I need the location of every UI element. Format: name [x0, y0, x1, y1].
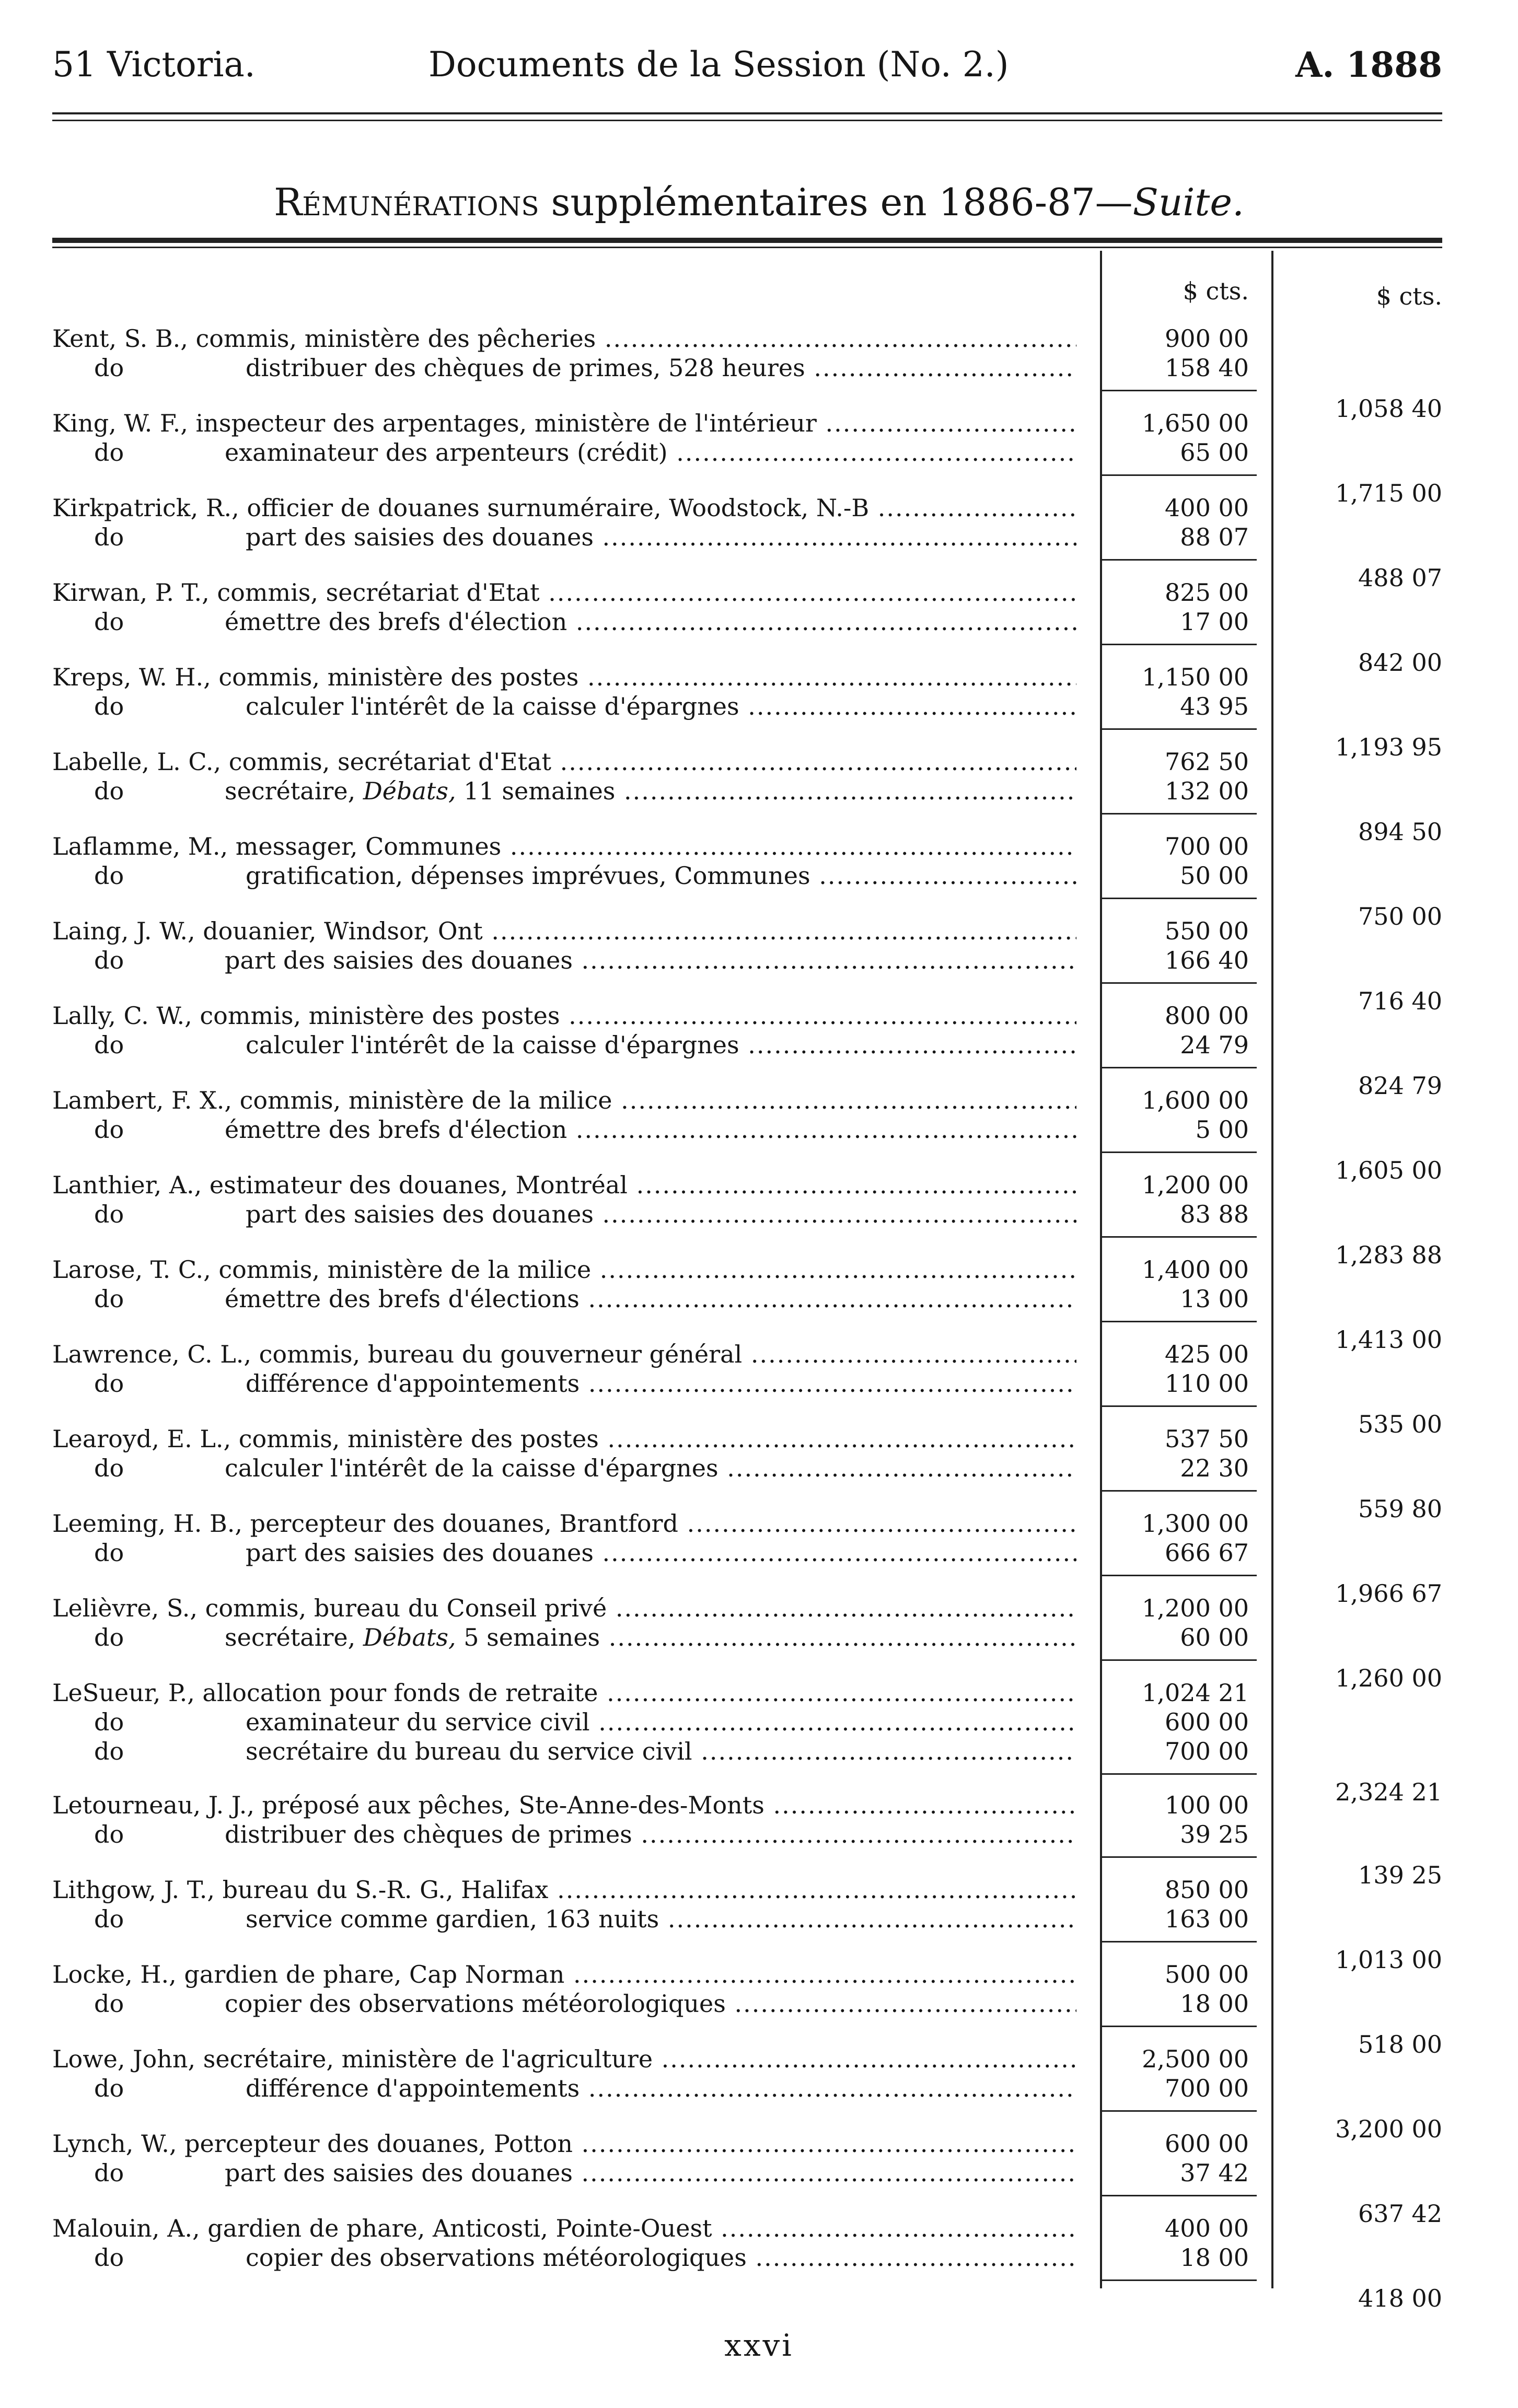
- entry-description: Malouin, A., gardien de phare, Anticosti, Pointe-Ouest: [52, 2214, 712, 2242]
- list-item: [0, 916, 1518, 1015]
- entry-name: [52, 578, 1076, 607]
- entry-name: [52, 1424, 1076, 1453]
- entry-name: [52, 1678, 1076, 1707]
- ditto-mark: do: [94, 1454, 124, 1482]
- amount-value: 500 00: [1165, 1960, 1249, 1988]
- ditto-mark: do: [94, 1200, 124, 1228]
- amount-value: 1,200 00: [1142, 1171, 1249, 1199]
- amount-value: 132 00: [1165, 777, 1249, 805]
- description-text: gratification, dépenses imprévues, Communes: [246, 862, 810, 890]
- entry-detail-line: [0, 2243, 1518, 2272]
- page-title: [0, 180, 1518, 224]
- list-item: [0, 1170, 1518, 1269]
- amount-value: 550 00: [1165, 917, 1249, 945]
- description-text: copier des observations météorologiques: [246, 2243, 747, 2272]
- entry-description: [246, 2074, 1076, 2103]
- entry-total: 1,966 67: [1335, 1579, 1442, 1608]
- amount-value: 158 40: [1165, 354, 1249, 382]
- subtotal-rule: [1100, 1405, 1257, 1407]
- entry-name: [52, 493, 1076, 522]
- entry-detail-line: [0, 1030, 1518, 1060]
- entry-total: 1,605 00: [1335, 1156, 1442, 1184]
- entry-description: [225, 1989, 1076, 2018]
- entry-name-line: [0, 493, 1518, 522]
- entry-description: [246, 1707, 1076, 1737]
- entry-detail-line: [0, 522, 1518, 552]
- ditto-mark: do: [94, 1623, 124, 1651]
- subtotal-rule: [1100, 644, 1257, 645]
- subtotal-rule: [1100, 2279, 1257, 2281]
- entry-name: [52, 1509, 1076, 1538]
- list-item: [0, 1960, 1518, 2058]
- subtotal-rule: [1100, 559, 1257, 561]
- amount-value: 83 88: [1180, 1200, 1249, 1228]
- entry-description: Lithgow, J. T., bureau du S.-R. G., Halifax: [52, 1876, 549, 1904]
- amount-value: 700 00: [1165, 832, 1249, 860]
- amount-value: 60 00: [1180, 1623, 1249, 1651]
- description-text: secrétaire du bureau du service civil: [246, 1737, 692, 1765]
- amount-value: 18 00: [1180, 2243, 1249, 2272]
- description-text: distribuer des chèques de primes, 528 heures: [246, 354, 805, 382]
- entry-detail-line: [0, 2158, 1518, 2188]
- entry-name-line: [0, 2214, 1518, 2243]
- description-text: part des saisies des douanes: [225, 2159, 573, 2187]
- amount-value: 37 42: [1180, 2159, 1249, 2187]
- list-item: [0, 2214, 1518, 2312]
- header-rule-bottom: [52, 120, 1442, 121]
- entry-total: 559 80: [1358, 1495, 1442, 1523]
- amount-value: 110 00: [1165, 1369, 1249, 1398]
- entry-description: [225, 776, 1076, 806]
- entry-name-line: [0, 832, 1518, 861]
- entry-detail-line: [0, 1200, 1518, 1229]
- entry-name-line: [0, 1960, 1518, 1989]
- subtotal-rule: [1100, 1490, 1257, 1492]
- amount-value: 163 00: [1165, 1905, 1249, 1933]
- entry-detail-line: [0, 438, 1518, 467]
- ditto-mark: do: [94, 862, 124, 890]
- entry-total: 1,013 00: [1335, 1946, 1442, 1974]
- entry-detail-line: [0, 2074, 1518, 2103]
- entry-description: Kreps, W. H., commis, ministère des postes: [52, 663, 579, 691]
- description-text: différence d'appointements: [246, 2074, 580, 2102]
- description-text: distribuer des chèques de primes: [225, 1820, 632, 1848]
- entry-description: [225, 1115, 1076, 1144]
- entry-description: [225, 438, 1076, 467]
- entry-total: 750 00: [1358, 902, 1442, 930]
- description-text-suffix: 5 semaines: [463, 1623, 600, 1651]
- entry-name-line: [0, 409, 1518, 438]
- entry-name: [52, 2129, 1076, 2158]
- ditto-mark: do: [94, 1820, 124, 1848]
- description-italic: Débats,: [363, 1623, 456, 1651]
- entry-name-line: [0, 1086, 1518, 1115]
- title-smallcaps: Rémunérations: [274, 180, 539, 224]
- entry-detail-line: [0, 1707, 1518, 1737]
- entry-description: [225, 1820, 1076, 1849]
- list-item: [0, 2044, 1518, 2143]
- entry-name-line: [0, 1678, 1518, 1707]
- entry-description: [246, 353, 1076, 382]
- entry-total: 894 50: [1358, 818, 1442, 846]
- entry-total: 1,413 00: [1335, 1325, 1442, 1354]
- description-text: part des saisies des douanes: [246, 523, 594, 551]
- entry-description: Lambert, F. X., commis, ministère de la milice: [52, 1086, 612, 1114]
- entry-total: 139 25: [1358, 1861, 1442, 1889]
- amount-value: 1,400 00: [1142, 1255, 1249, 1284]
- header-documents: Documents de la Session (No. 2.): [428, 44, 1009, 85]
- entry-description: Locke, H., gardien de phare, Cap Norman: [52, 1960, 565, 1988]
- ditto-mark: do: [94, 354, 124, 382]
- entry-total: 535 00: [1358, 1410, 1442, 1438]
- entry-description: Lawrence, C. L., commis, bureau du gouverneur général: [52, 1340, 743, 1368]
- entry-name: [52, 1875, 1076, 1904]
- list-item: [0, 409, 1518, 507]
- amount-value: 400 00: [1165, 2214, 1249, 2242]
- entry-name-line: [0, 916, 1518, 946]
- entry-description: Labelle, L. C., commis, secrétariat d'Etat: [52, 748, 552, 776]
- entry-total: 418 00: [1358, 2284, 1442, 2312]
- amount-value: 24 79: [1180, 1031, 1249, 1059]
- ditto-mark: do: [94, 1905, 124, 1933]
- list-item: [0, 493, 1518, 592]
- header-year: A. 1888: [1295, 44, 1442, 85]
- amount-value: 600 00: [1165, 1708, 1249, 1736]
- subtotal-rule: [1100, 898, 1257, 899]
- entry-description: Kirkpatrick, R., officier de douanes surnuméraire, Woodstock, N.-B: [52, 494, 870, 522]
- entry-name: [52, 1001, 1076, 1030]
- header-rule-top: [52, 112, 1442, 114]
- amount-value: 1,200 00: [1142, 1594, 1249, 1622]
- entry-name: [52, 2214, 1076, 2243]
- entry-description: Larose, T. C., commis, ministère de la milice: [52, 1255, 592, 1284]
- amount-value: 65 00: [1180, 438, 1249, 467]
- ditto-mark: do: [94, 946, 124, 974]
- subtotal-rule: [1100, 1941, 1257, 1942]
- entry-description: LeSueur, P., allocation pour fonds de retraite: [52, 1679, 598, 1707]
- amount-value: 1,150 00: [1142, 663, 1249, 691]
- amount-value: 22 30: [1180, 1454, 1249, 1482]
- entry-detail-line: [0, 946, 1518, 975]
- entry-description: [225, 607, 1076, 636]
- entry-description: Laing, J. W., douanier, Windsor, Ont: [52, 917, 483, 945]
- entry-detail-line: [0, 1623, 1518, 1652]
- total-column-header: $ cts.: [1376, 282, 1442, 310]
- ditto-mark: do: [94, 523, 124, 551]
- description-text: différence d'appointements: [246, 1369, 580, 1398]
- subtotal-rule: [1100, 1575, 1257, 1576]
- entry-description: [246, 2243, 1076, 2272]
- entry-description: Kent, S. B., commis, ministère des pêcheries: [52, 324, 596, 353]
- entry-name-line: [0, 662, 1518, 692]
- title-rule-thin: [52, 247, 1442, 248]
- ditto-mark: do: [94, 1285, 124, 1313]
- entry-total: 3,200 00: [1335, 2115, 1442, 2143]
- entry-name-line: [0, 1001, 1518, 1030]
- entry-description: [246, 1737, 1076, 1766]
- entry-description: [246, 1538, 1076, 1567]
- description-text: secrétaire,: [225, 1623, 356, 1651]
- entry-description: [225, 2158, 1076, 2188]
- entry-total: 1,260 00: [1335, 1664, 1442, 1692]
- amount-value: 1,650 00: [1142, 409, 1249, 437]
- subtotal-rule: [1100, 1151, 1257, 1153]
- entry-name-line: [0, 1340, 1518, 1369]
- amount-value: 600 00: [1165, 2130, 1249, 2158]
- entry-name-line: [0, 324, 1518, 353]
- title-italic: Suite.: [1132, 180, 1244, 224]
- ditto-mark: do: [94, 608, 124, 636]
- entry-total: 842 00: [1358, 648, 1442, 677]
- entry-description: Kirwan, P. T., commis, secrétariat d'Etat: [52, 578, 540, 607]
- amount-value: 800 00: [1165, 1002, 1249, 1030]
- subtotal-rule: [1100, 1659, 1257, 1661]
- entry-name-line: [0, 1170, 1518, 1200]
- amount-value: 400 00: [1165, 494, 1249, 522]
- entry-description: [246, 861, 1076, 890]
- entry-detail-line: [0, 1989, 1518, 2018]
- header-session: 51 Victoria.: [52, 44, 256, 85]
- entry-detail-line: [0, 1737, 1518, 1766]
- subtotal-rule: [1100, 2110, 1257, 2112]
- amount-value: 425 00: [1165, 1340, 1249, 1368]
- amount-value: 1,024 21: [1142, 1679, 1249, 1707]
- page-number: xxvi: [724, 2328, 794, 2363]
- amount-value: 850 00: [1165, 1876, 1249, 1904]
- entry-detail-line: [0, 861, 1518, 890]
- description-italic: Débats,: [363, 777, 456, 805]
- ditto-mark: do: [94, 777, 124, 805]
- list-item: [0, 1086, 1518, 1184]
- entry-name-line: [0, 2044, 1518, 2074]
- entry-name: [52, 1255, 1076, 1284]
- ditto-mark: do: [94, 2159, 124, 2187]
- entry-description: [225, 946, 1076, 975]
- entry-name-line: [0, 1790, 1518, 1820]
- ditto-mark: do: [94, 1990, 124, 2018]
- entry-description: Lowe, John, secrétaire, ministère de l'agriculture: [52, 2045, 653, 2073]
- entry-name-line: [0, 1255, 1518, 1284]
- entry-name: [52, 1170, 1076, 1200]
- amount-value: 825 00: [1165, 578, 1249, 607]
- amount-value: 666 67: [1165, 1539, 1249, 1567]
- ditto-mark: do: [94, 438, 124, 467]
- entry-name: [52, 2044, 1076, 2074]
- entry-description: Letourneau, J. J., préposé aux pêches, Ste-Anne-des-Monts: [52, 1791, 764, 1819]
- entry-description: King, W. F., inspecteur des arpentages, ministère de l'intérieur: [52, 409, 817, 437]
- ditto-mark: do: [94, 2074, 124, 2102]
- entry-name: [52, 916, 1076, 946]
- entry-total: 824 79: [1358, 1072, 1442, 1100]
- amount-value: 18 00: [1180, 1990, 1249, 2018]
- subtotal-rule: [1100, 982, 1257, 984]
- entry-name-line: [0, 747, 1518, 776]
- subtotal-rule: [1100, 728, 1257, 730]
- entry-name-line: [0, 1875, 1518, 1904]
- description-text: examinateur du service civil: [246, 1708, 590, 1736]
- entry-description: [225, 1284, 1076, 1313]
- entry-description: Learoyd, E. L., commis, ministère des postes: [52, 1425, 599, 1453]
- subtotal-rule: [1100, 474, 1257, 476]
- entry-detail-line: [0, 1538, 1518, 1567]
- entry-name: [52, 1593, 1076, 1623]
- entry-description: Laflamme, M., messager, Communes: [52, 832, 502, 860]
- entry-detail-line: [0, 1453, 1518, 1483]
- entry-total: 1,283 88: [1335, 1241, 1442, 1269]
- amount-value: 1,300 00: [1142, 1509, 1249, 1538]
- description-text: émettre des brefs d'élection: [225, 1115, 567, 1144]
- description-text: calculer l'intérêt de la caisse d'épargnes: [246, 692, 739, 720]
- ditto-mark: do: [94, 1737, 124, 1765]
- entry-detail-line: [0, 607, 1518, 636]
- entry-name: [52, 1086, 1076, 1115]
- entry-description: [246, 1369, 1076, 1398]
- entry-description: [246, 692, 1076, 721]
- amount-value: 17 00: [1180, 608, 1249, 636]
- subtotal-rule: [1100, 390, 1257, 391]
- amount-value: 88 07: [1180, 523, 1249, 551]
- entry-total: 1,058 40: [1335, 394, 1442, 423]
- entry-name: [52, 747, 1076, 776]
- amount-column-header: $ cts.: [1183, 277, 1249, 305]
- subtotal-rule: [1100, 2195, 1257, 2196]
- entry-description: [246, 1200, 1076, 1229]
- entry-name-line: [0, 1424, 1518, 1453]
- ditto-mark: do: [94, 2243, 124, 2272]
- amount-value: 762 50: [1165, 748, 1249, 776]
- ditto-mark: do: [94, 1539, 124, 1567]
- list-item: [0, 832, 1518, 930]
- entry-name: [52, 662, 1076, 692]
- description-text: secrétaire,: [225, 777, 356, 805]
- title-rule-thick: [52, 238, 1442, 243]
- entry-description: Lynch, W., percepteur des douanes, Potton: [52, 2130, 573, 2158]
- entry-detail-line: [0, 1115, 1518, 1144]
- ditto-mark: do: [94, 692, 124, 720]
- amount-value: 39 25: [1180, 1820, 1249, 1848]
- entry-description: [225, 1623, 1076, 1652]
- subtotal-rule: [1100, 813, 1257, 815]
- description-text: calculer l'intérêt de la caisse d'épargnes: [246, 1031, 739, 1059]
- entry-detail-line: [0, 1284, 1518, 1313]
- amount-value: 43 95: [1180, 692, 1249, 720]
- description-text: copier des observations météorologiques: [225, 1990, 726, 2018]
- subtotal-rule: [1100, 1856, 1257, 1858]
- description-text: examinateur des arpenteurs (crédit): [225, 438, 668, 467]
- subtotal-rule: [1100, 1321, 1257, 1322]
- amount-value: 100 00: [1165, 1791, 1249, 1819]
- amount-value: 537 50: [1165, 1425, 1249, 1453]
- entry-description: Leeming, H. B., percepteur des douanes, Brantford: [52, 1509, 678, 1538]
- list-item: [0, 1593, 1518, 1692]
- subtotal-rule: [1100, 1236, 1257, 1238]
- entry-description: [246, 1904, 1076, 1934]
- entry-detail-line: [0, 776, 1518, 806]
- entry-description: Lelièvre, S., commis, bureau du Conseil privé: [52, 1594, 607, 1622]
- entry-description: [246, 522, 1076, 552]
- list-item: [0, 1340, 1518, 1438]
- description-text: part des saisies des douanes: [246, 1200, 594, 1228]
- entry-detail-line: [0, 1369, 1518, 1398]
- entry-name: [52, 832, 1076, 861]
- description-text: service comme gardien, 163 nuits: [246, 1905, 659, 1933]
- entry-total: 518 00: [1358, 2030, 1442, 2058]
- entry-total: 488 07: [1358, 564, 1442, 592]
- entry-total: 1,715 00: [1335, 479, 1442, 507]
- remuneration-list: [0, 324, 1518, 2312]
- description-text: émettre des brefs d'élection: [225, 608, 567, 636]
- ditto-mark: do: [94, 1031, 124, 1059]
- amount-value: 13 00: [1180, 1285, 1249, 1313]
- amount-value: 1,600 00: [1142, 1086, 1249, 1114]
- entry-detail-line: [0, 353, 1518, 382]
- amount-value: 166 40: [1165, 946, 1249, 974]
- amount-value: 50 00: [1180, 862, 1249, 890]
- entry-total: 1,193 95: [1335, 733, 1442, 761]
- title-text: supplémentaires en 1886-87—: [539, 180, 1133, 224]
- entry-name: [52, 324, 1076, 353]
- entry-name-line: [0, 2129, 1518, 2158]
- entry-name: [52, 1960, 1076, 1989]
- entry-detail-line: [0, 1904, 1518, 1934]
- amount-value: 900 00: [1165, 324, 1249, 353]
- entry-name: [52, 409, 1076, 438]
- entry-description: Lally, C. W., commis, ministère des postes: [52, 1002, 560, 1030]
- amount-value: 5 00: [1195, 1115, 1249, 1144]
- entry-detail-line: [0, 692, 1518, 721]
- ditto-mark: do: [94, 1115, 124, 1144]
- entry-total: 716 40: [1358, 987, 1442, 1015]
- entry-detail-line: [0, 1820, 1518, 1849]
- entry-total: 2,324 21: [1335, 1778, 1442, 1806]
- list-item: [0, 662, 1518, 761]
- entry-name: [52, 1340, 1076, 1369]
- amount-value: 2,500 00: [1142, 2045, 1249, 2073]
- entry-total: 637 42: [1358, 2200, 1442, 2228]
- amount-value: 700 00: [1165, 1737, 1249, 1765]
- entry-name: [52, 1790, 1076, 1820]
- description-text: part des saisies des douanes: [225, 946, 573, 974]
- subtotal-rule: [1100, 2026, 1257, 2027]
- list-item: [0, 1424, 1518, 1523]
- amount-value: 700 00: [1165, 2074, 1249, 2102]
- running-header: [52, 44, 1442, 102]
- description-text-suffix: 11 semaines: [463, 777, 616, 805]
- subtotal-rule: [1100, 1067, 1257, 1068]
- subtotal-rule: [1100, 1773, 1257, 1775]
- entry-description: [246, 1030, 1076, 1060]
- ditto-mark: do: [94, 1369, 124, 1398]
- description-text: émettre des brefs d'élections: [225, 1285, 580, 1313]
- description-text: calculer l'intérêt de la caisse d'épargnes: [225, 1454, 719, 1482]
- list-item: [0, 1790, 1518, 1889]
- entry-description: Lanthier, A., estimateur des douanes, Montréal: [52, 1171, 628, 1199]
- description-text: part des saisies des douanes: [246, 1539, 594, 1567]
- ditto-mark: do: [94, 1708, 124, 1736]
- entry-description: [225, 1453, 1076, 1483]
- entry-name-line: [0, 578, 1518, 607]
- entry-name-line: [0, 1593, 1518, 1623]
- entry-name-line: [0, 1509, 1518, 1538]
